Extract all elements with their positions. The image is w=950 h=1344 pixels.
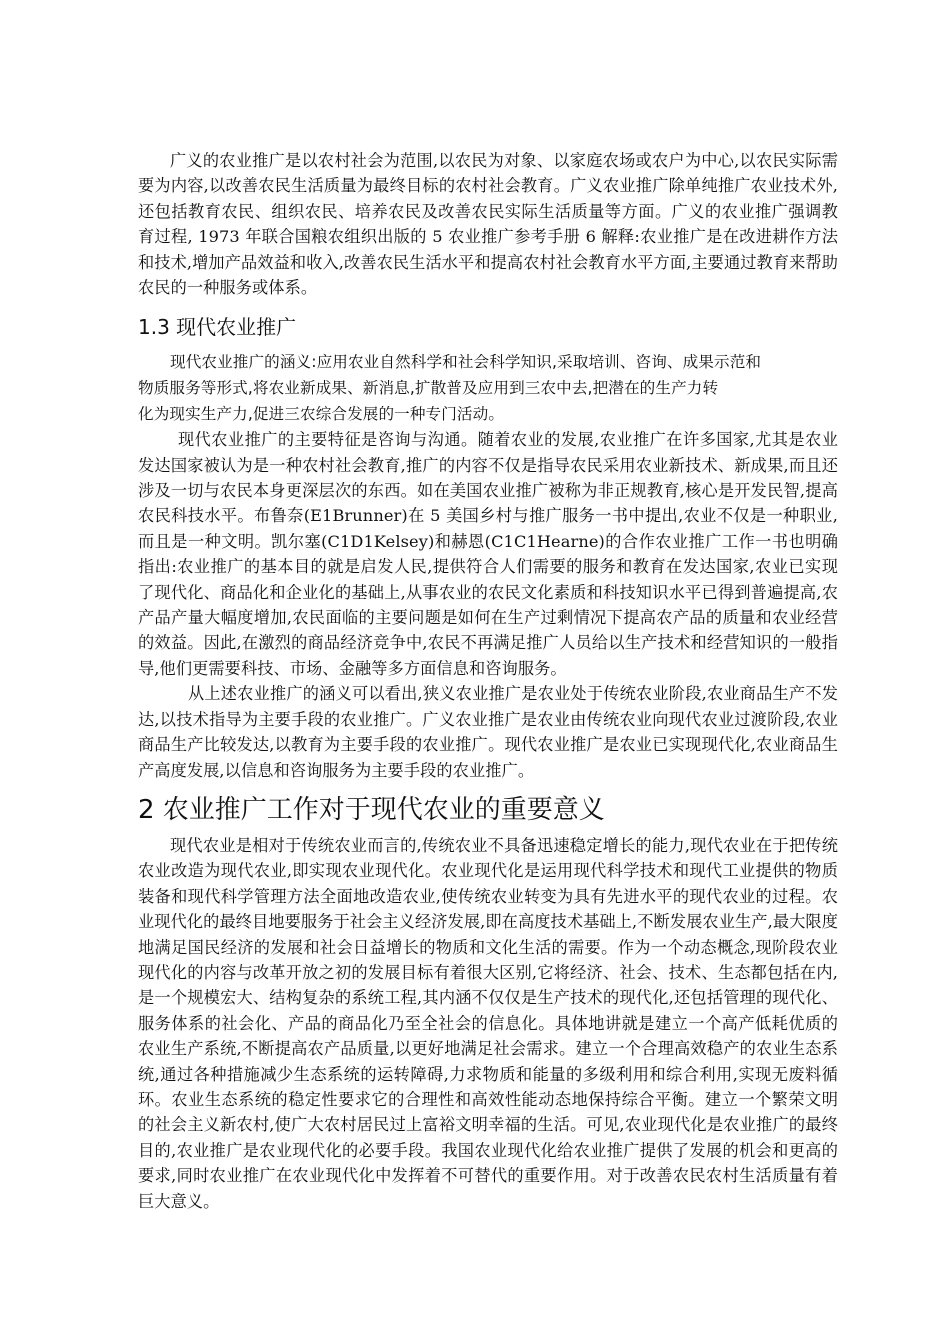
definition-line-1: 现代农业推广的涵义:应用农业自然科学和社会科学知识,采取培训、咨询、成果示范和 — [170, 353, 762, 372]
paragraph-significance: 现代农业是相对于传统农业而言的,传统农业不具备迅速稳定增长的能力,现代农业在于把传统农业改造为现代农业,即实现农业现代化。农业现代化是运用现代科学技术和现代工业提供的物质装备和现代科学管理方法全面地改造农业,使传统农业转变为具有先进水平的现代农业的过程。农业现代化的最终目地要服务于社会主义经济发展,即在高度技术基础上,不断发展农业生产,最大限度地满足国民经济的发展和社会日益增长的物质和文化生活的需要。作为一个动态概念,现阶段农业现代化的内容与改革开放之初的发展目标有着很大区别,它将经济、社会、技术、生态都包括在内,是一个规模宏大、结构复杂的系统工程,其内涵不仅仅是生产技术的现代化,还包括管理的现代化、服务体系的社会化、产品的商品化乃至全社会的信息化。具体地讲就是建立一个高产低耗优质的农业生产系统,不断提高农产品质量,以更好地满足社会需求。建立一个合理高效稳产的农业生态系统,通过各种措施减少生态系统的运转障碍,力求物质和能量的多级利用和综合利用,实现无废料循环。农业生态系统的稳定性要求它的合理性和高效性能动态地保持综合平衡。建立一个繁荣文明的社会主义新农村,使广大农村居民过上富裕文明幸福的生活。可见,农业现代化是农业推广的最终目的,农业推广是农业现代化的必要手段。我国农业现代化给农业推广提供了发展的机会和更高的要求,同时农业推广在农业现代化中发挥着不可替代的重要作用。对于改善农民农村生活质量有着巨大意义。 — [138, 835, 838, 1211]
paragraph-summary: 从上述农业推广的涵义可以看出,狭义农业推广是农业处于传统农业阶段,农业商品生产不发达,以技术指导为主要手段的农业推广。广义农业推广是农业由传统农业向现代农业过渡阶段,农业商品生产比较发达,以教育为主要手段的农业推广。现代农业推广是农业已实现现代化,农业商品生产高度发展,以信息和咨询服务为主要手段的农业推广。 — [138, 684, 838, 780]
paragraph-modern-definition — [138, 350, 838, 427]
section-heading-1-3: 1.3 现代农业推广 — [138, 315, 297, 340]
paragraph-modern-features: 现代农业推广的主要特征是咨询与沟通。随着农业的发展,农业推广在许多国家,尤其是农业发达国家被认为是一种农村社会教育,推广的内容不仅是指导农民采用农业新技术、新成果,而且还涉及一切与农民本身更深层次的东西。如在美国农业推广被称为非正规教育,核心是开发民智,提高农民科技水平。布鲁奈(E1Brunner)在 5 美国乡村与推广服务一书中提出,农业不仅是一种职业,而且是一种文明。凯尔塞(C1D1Kelsey)和赫恩(C1C1Hearne)的合作农业推广工作一书也明确指出:农业推广的基本目的就是启发人民,提供符合人们需要的服务和教育在发达国家,农业已实现了现代化、商品化和企业化的基础上,从事农业的农民文化素质和科技知识水平已得到普遍提高,农产品产量大幅度增加,农民面临的主要问题是如何在生产过剩情况下提高农产品的质量和农业经营的效益。因此,在激烈的商品经济竞争中,农民不再满足推广人员给以生产技术和经营知识的一般指导,他们更需要科技、市场、金融等多方面信息和咨询服务。 — [138, 430, 838, 678]
section-heading-2: 2 农业推广工作对于现代农业的重要意义 — [138, 794, 605, 825]
definition-line-2: 物质服务等形式,将农业新成果、新消息,扩散普及应用到三农中去,把潜在的生产力转 — [138, 379, 719, 398]
definition-line-3: 化为现实生产力,促进三农综合发展的一种专门活动。 — [138, 404, 505, 423]
document-page — [138, 148, 838, 1214]
paragraph-broad-extension: 广义的农业推广是以农村社会为范围,以农民为对象、以家庭农场或农户为中心,以农民实际需要为内容,以改善农民生活质量为最终目标的农村社会教育。广义农业推广除单纯推广农业技术外,还包括教育农民、组织农民、培养农民及改善农民实际生活质量等方面。广义的农业推广强调教育过程, 1973 年联合国粮农组织出版的 5 农业推广参考手册 6 解释:农业推广是在改进耕作方法和技术,增加产品效益和收入,改善农民生活水平和提高农村社会教育水平方面,主要通过教育来帮助农民的一种服务或体系。 — [138, 151, 838, 298]
